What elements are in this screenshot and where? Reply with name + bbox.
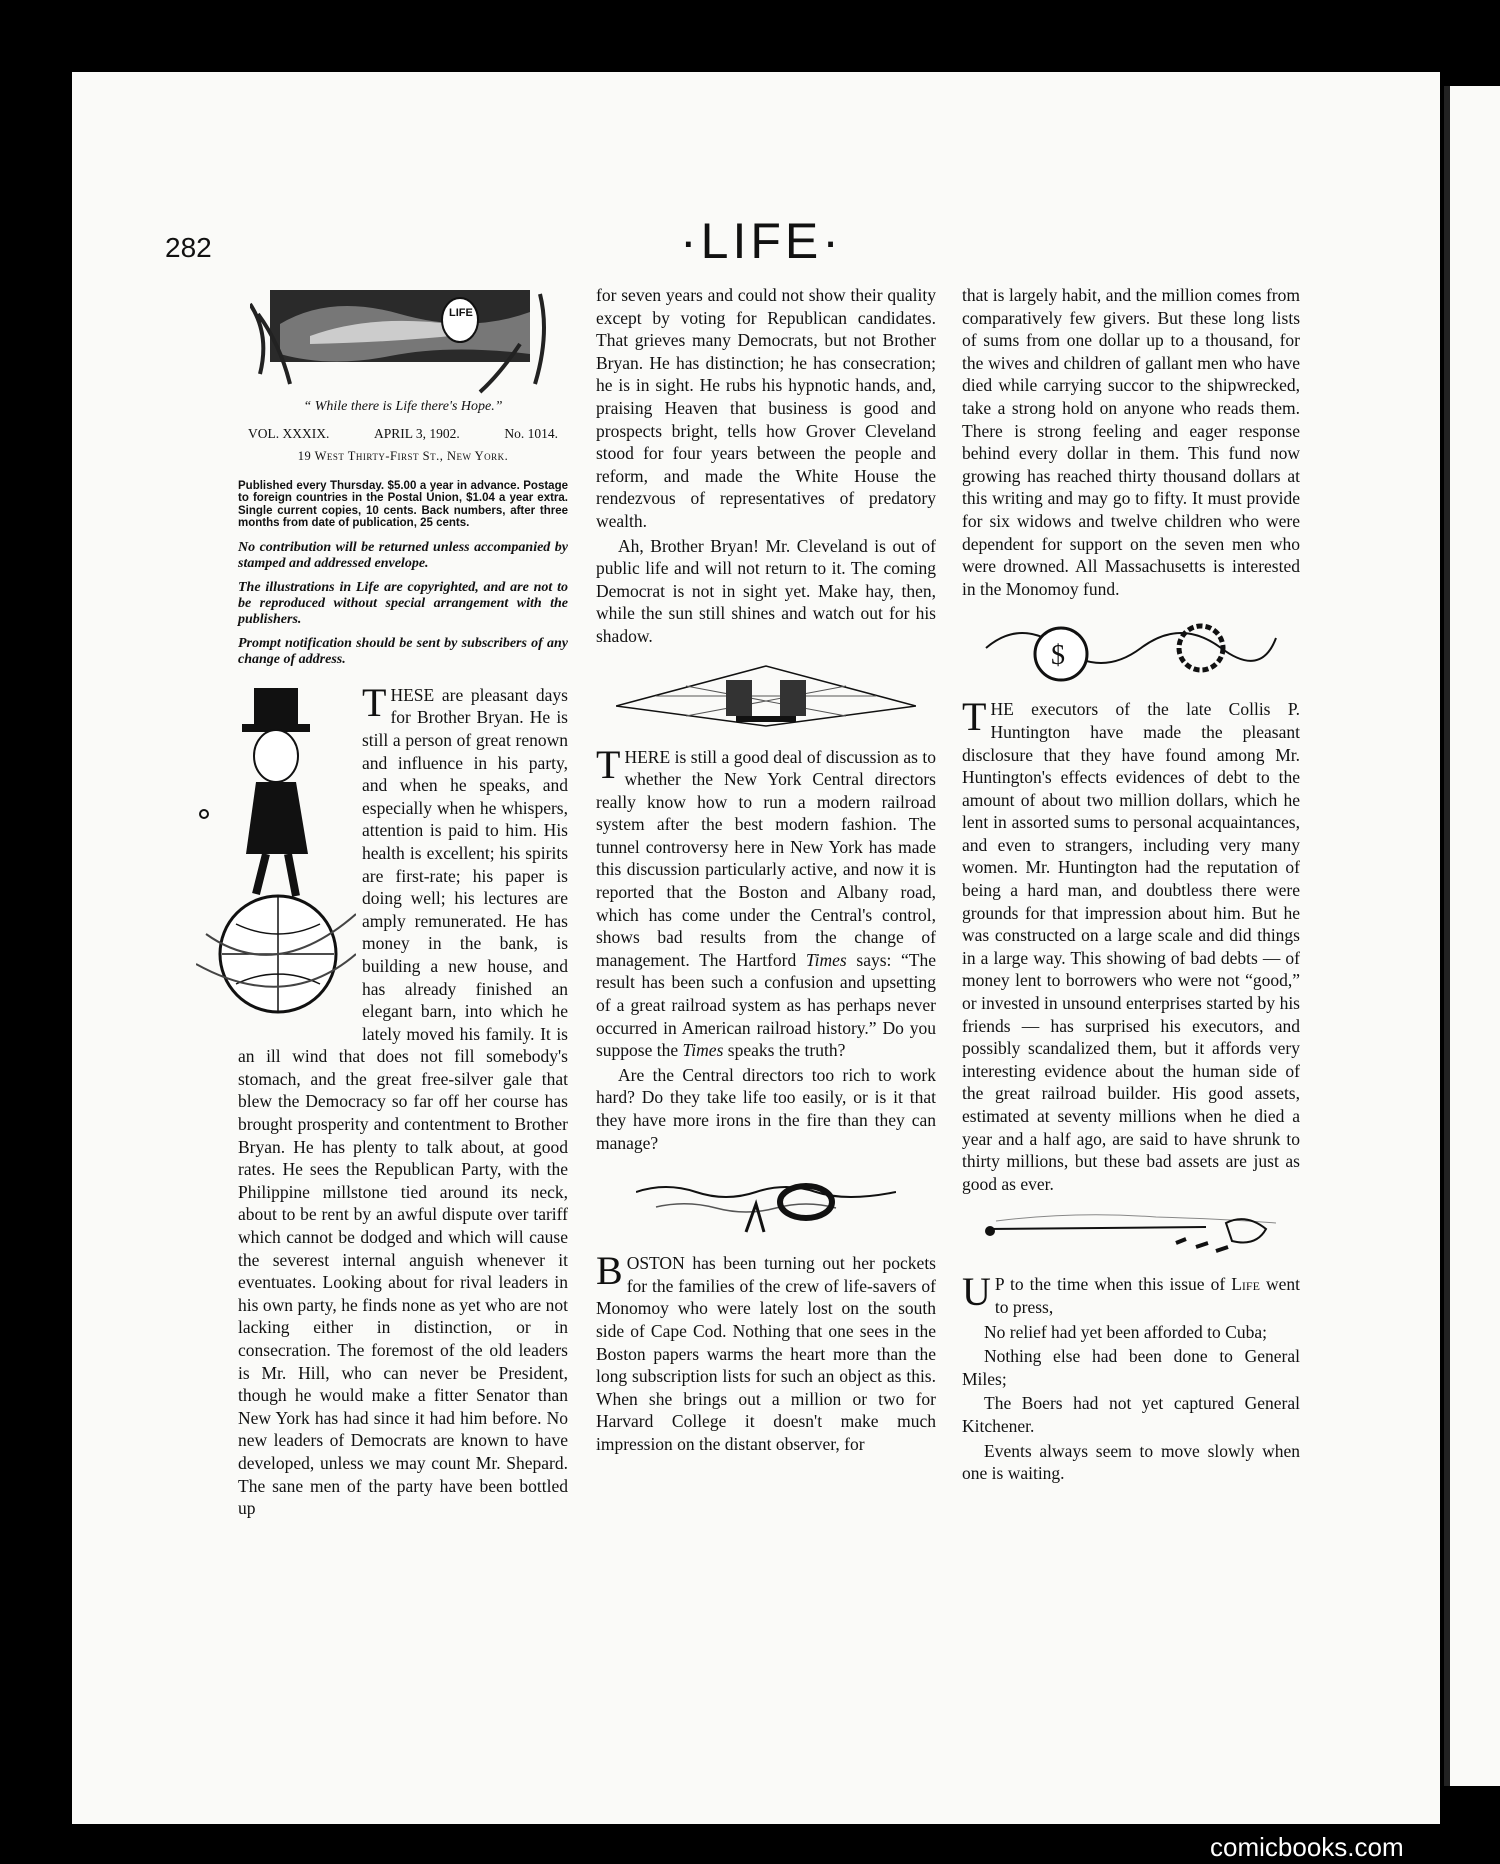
publisher-address: 19 West Thirty-First St., New York. bbox=[297, 449, 509, 464]
masthead-title: ·LIFE· bbox=[680, 213, 843, 269]
next-page-edge bbox=[1444, 86, 1500, 1786]
railroad-text-c: speaks the truth? bbox=[723, 1040, 846, 1061]
bryan-on-globe-illustration bbox=[196, 684, 356, 1024]
notification-note: Prompt notification should be sent by subscribers of any change of address. bbox=[238, 635, 568, 667]
page-number: 282 bbox=[165, 232, 212, 263]
huntington-dropcap: T bbox=[962, 694, 987, 740]
boston-article-text: OSTON has been turning out her pockets for the families of the crew of life-savers of Monomoy who were lately lost on the south side of Cape Cod. Nothing that one sees in the Boston papers warms the heart more than the long subscription lists for such an object as this. When she brings out a million or two for Harvard College it doesn't make much impression on the distant observer, for bbox=[596, 1253, 936, 1454]
boston-dropcap: B bbox=[596, 1248, 623, 1294]
volume-line bbox=[238, 423, 568, 446]
bryan-article-closing: Ah, Brother Bryan! Mr. Cleveland is out of public life and will not return to it. The coming Democrat is not in sight yet. Make hay, then, while the sun still shines and watch out for his shadow. bbox=[596, 535, 936, 646]
press-text-a: P to the time when this issue of bbox=[994, 1274, 1232, 1295]
press-dropcap: U bbox=[962, 1269, 991, 1315]
bryan-article bbox=[238, 679, 568, 1520]
column-3 bbox=[962, 284, 1300, 1487]
contribution-note: No contribution will be returned unless accompanied by stamped and addressed envelope. bbox=[238, 539, 568, 571]
boston-article-continuation: that is largely habit, and the million comes from comparatively few givers. But these long lists of sums from one dollar up to a thousand, for the wives and children of gallant men who have died while carrying succor to the shipwrecked, take a strong hold on anyone who reads them. There is strong feeling and eager response behind every dollar in them. This fund now growing has reached thirty thousand dollars at this writing and may go to fifty. It must provide for six widows and twelve children who were dependent for support on the seven men who were drowned. All Massachusetts is interested in the Monomoy fund. bbox=[962, 285, 1300, 599]
press-line-1: No relief had yet been afforded to Cuba; bbox=[984, 1321, 1267, 1342]
huntington-article-text: HE executors of the late Collis P. Huntington have made the pleasant disclosure that they have found among Mr. Huntington's effects evidences of debt to the amount of about two million dollars, which he lent in assorted sums to personal acquaintances, and even to strangers, including very many women. Mr. Huntington had the reputation of being a hard man, and doubtless there were grounds for that impression about him. But he was constructed on a large scale and did things in a large way. This showing of bad debts — of money lent to borrowers who were not “good,” or invested in unsound enterprises started by his friends — has surprised his executors, and possibly scandalized them, but it affords very interesting evidence about the human side of the great railroad builder. His good assets, estimated at seventy millions when he died a year and a half ago, are said to have shrunk to thirty millions, but these bad assets are just as good as ever. bbox=[962, 699, 1300, 1194]
masthead-logo-text: LIFE bbox=[449, 307, 473, 319]
press-line-2: Nothing else had been done to General Miles; bbox=[962, 1346, 1300, 1389]
issue-date: APRIL 3, 1902. bbox=[373, 425, 460, 441]
press-line-3: The Boers had not yet captured General Kitchener. bbox=[962, 1393, 1300, 1436]
issue-number: No. 1014. bbox=[504, 425, 558, 441]
lifesaver-waves-illustration bbox=[636, 1162, 896, 1242]
press-line-4: Events always seem to move slowly when one is waiting. bbox=[962, 1440, 1300, 1484]
money-bag-wreath-illustration bbox=[981, 608, 1281, 688]
bryan-dropcap: T bbox=[362, 679, 387, 725]
column-1 bbox=[238, 284, 568, 1522]
golf-illustration bbox=[976, 1203, 1286, 1263]
bryan-article-text: HESE are pleasant days for Brother Bryan. He is still a person of great renown and influence in his party, and when he speaks, and especially when he whispers, attention is paid to him. His health is excellent; his spirits are first-rate; his paper is doing well; his lectures are amply remunerated. He has money in the bank, is building a new house, and has already finished an elegant barn, into which he lately moved his family. It is an ill wind that does not fill somebody's stomach, and the great free-silver gale that blew the Democracy so far off her course has brought prosperity and contentment to Brother Bryan. He has plenty to talk about, at good rates. He sees the Republican Party, with the Philippine millstone tied around its neck, about to be rent by an awful dispute over tariff which cannot be dodged and which will cause the severest internal anguish whenever it eventuates. Looking about for rival leaders in his own party, he finds none as yet who are not lacking either in distinction, or in consecration. The foremost of the old leaders is Mr. Hill, who can never be President, though he would make a fitter Senator than New York has had since it had him before. No new leaders of Democrats are known to have developed, unless we may count Mr. Shepard. The sane men of the party have been bottled up bbox=[238, 684, 568, 1519]
publication-note: Published every Thursday. $5.00 a year in advance. Postage to foreign countries in the Postal Union, $1.04 a year extra. Single current copies, 10 cents. Back numbers, after three months from date of publication, 25 cents. bbox=[238, 479, 568, 530]
chess-players-illustration bbox=[616, 656, 916, 736]
railroad-dropcap: T bbox=[596, 741, 621, 787]
site-watermark: comicbooks.com bbox=[1210, 1832, 1404, 1862]
times-reference-2: Times bbox=[682, 1040, 724, 1061]
svg-text:$: $ bbox=[1051, 640, 1065, 672]
volume: VOL. XXXIX. bbox=[248, 425, 330, 441]
masthead-illustration bbox=[250, 284, 550, 394]
column-2 bbox=[596, 284, 936, 1458]
masthead-motto: “ While there is Life there's Hope.” bbox=[303, 399, 503, 414]
illustrations-note: The illustrations in Life are copyrighted, and are not to be reproduced without special arrangement with the publishers. bbox=[238, 579, 568, 627]
railroad-text-b: says: “The result has been such a confusion and upsetting of a great railroad system as has perhaps never occurred in American railroad history.” Do you suppose the bbox=[596, 949, 937, 1061]
railroad-text-a: HERE is still a good deal of discussion as to whether the New York Central directors really know how to run a modern railroad system after the best modern fashion. The tunnel controversy here in New York has made this discussion particularly active, and now it is reported that the Boston and Albany road, which has come under the Central's control, shows bad results from the change of management. The Hartford bbox=[596, 746, 936, 970]
bryan-article-continuation: for seven years and could not show their quality except by voting for Republican candidates. That grieves many Democrats, but not Brother Bryan. He has distinction; he has consecration; he is in sight. He rubs his hypnotic hands, and, praising Heaven that business is good and prospects bright, tells how Grover Cleveland stood for four years between the people and reform, and made the White House the rendezvous of representatives of predatory wealth. bbox=[596, 285, 936, 531]
times-reference-1: Times bbox=[805, 949, 847, 970]
railroad-question: Are the Central directors too rich to work hard? Do they take life too easily, or is it that they have more irons in the fire than they can manage? bbox=[596, 1064, 936, 1153]
press-text-b: went to press, bbox=[994, 1274, 1300, 1317]
life-reference: Life bbox=[1231, 1274, 1260, 1295]
